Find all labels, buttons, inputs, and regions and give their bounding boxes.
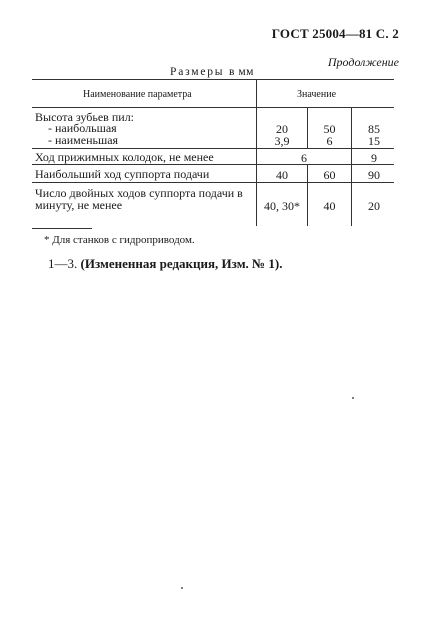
dimensions-title: Размеры <box>170 66 225 78</box>
dimensions-unit: в мм <box>229 66 254 78</box>
footnote: * Для станков с гидроприводом. <box>44 234 195 246</box>
scan-speck <box>181 587 183 589</box>
cell-r3-v1: 40 <box>276 168 288 182</box>
cell-r4-v2: 40 <box>323 199 336 213</box>
cell-r1b-v1: 3,9 <box>274 134 290 148</box>
dimensions-caption <box>170 66 254 78</box>
cell-r1b-v2: 6 <box>326 134 333 148</box>
cell-r3-v3: 90 <box>368 168 380 182</box>
footnote-separator <box>32 228 92 229</box>
row-label-smallest: - наименьшая <box>48 133 119 147</box>
row-label-largest: - наибольшая <box>48 121 117 135</box>
row-label-double-strokes-2: минуту, не менее <box>35 198 123 212</box>
column-header-value: Значение <box>297 89 337 100</box>
column-header-parameter: Наименование параметра <box>83 89 192 100</box>
amendment-text: (Измененная редакция, Изм. № 1). <box>80 256 283 271</box>
row-label-double-strokes-1: Число двойных ходов суппорта подачи в <box>35 186 243 200</box>
continuation-label: Продолжение <box>327 55 399 69</box>
row-label-tooth-height: Высота зубьев пил: <box>35 110 135 124</box>
cell-r4-v1: 40, 30* <box>264 199 300 213</box>
row-label-clamp-travel: Ход прижимных колодок, не менее <box>35 150 214 164</box>
cell-r1a-v2: 50 <box>323 122 336 136</box>
amendment-note <box>48 256 282 272</box>
page-header: ГОСТ 25004—81 С. 2 <box>271 26 399 41</box>
scan-speck <box>352 397 354 399</box>
table-top-rule <box>32 79 394 80</box>
table-header-rule <box>32 107 394 108</box>
cell-r1b-v3: 15 <box>368 134 380 148</box>
row-label-feed-travel: Наибольший ход суппорта подачи <box>35 167 210 181</box>
cell-r3-v2: 60 <box>323 168 336 182</box>
cell-r2-v3: 9 <box>371 151 377 165</box>
cell-r1a-v1: 20 <box>276 122 288 136</box>
amendment-number: 1—3. <box>48 256 78 271</box>
cell-r2-v12: 6 <box>301 151 307 165</box>
cell-r4-v3: 20 <box>368 199 380 213</box>
cell-r1a-v3: 85 <box>368 122 380 136</box>
